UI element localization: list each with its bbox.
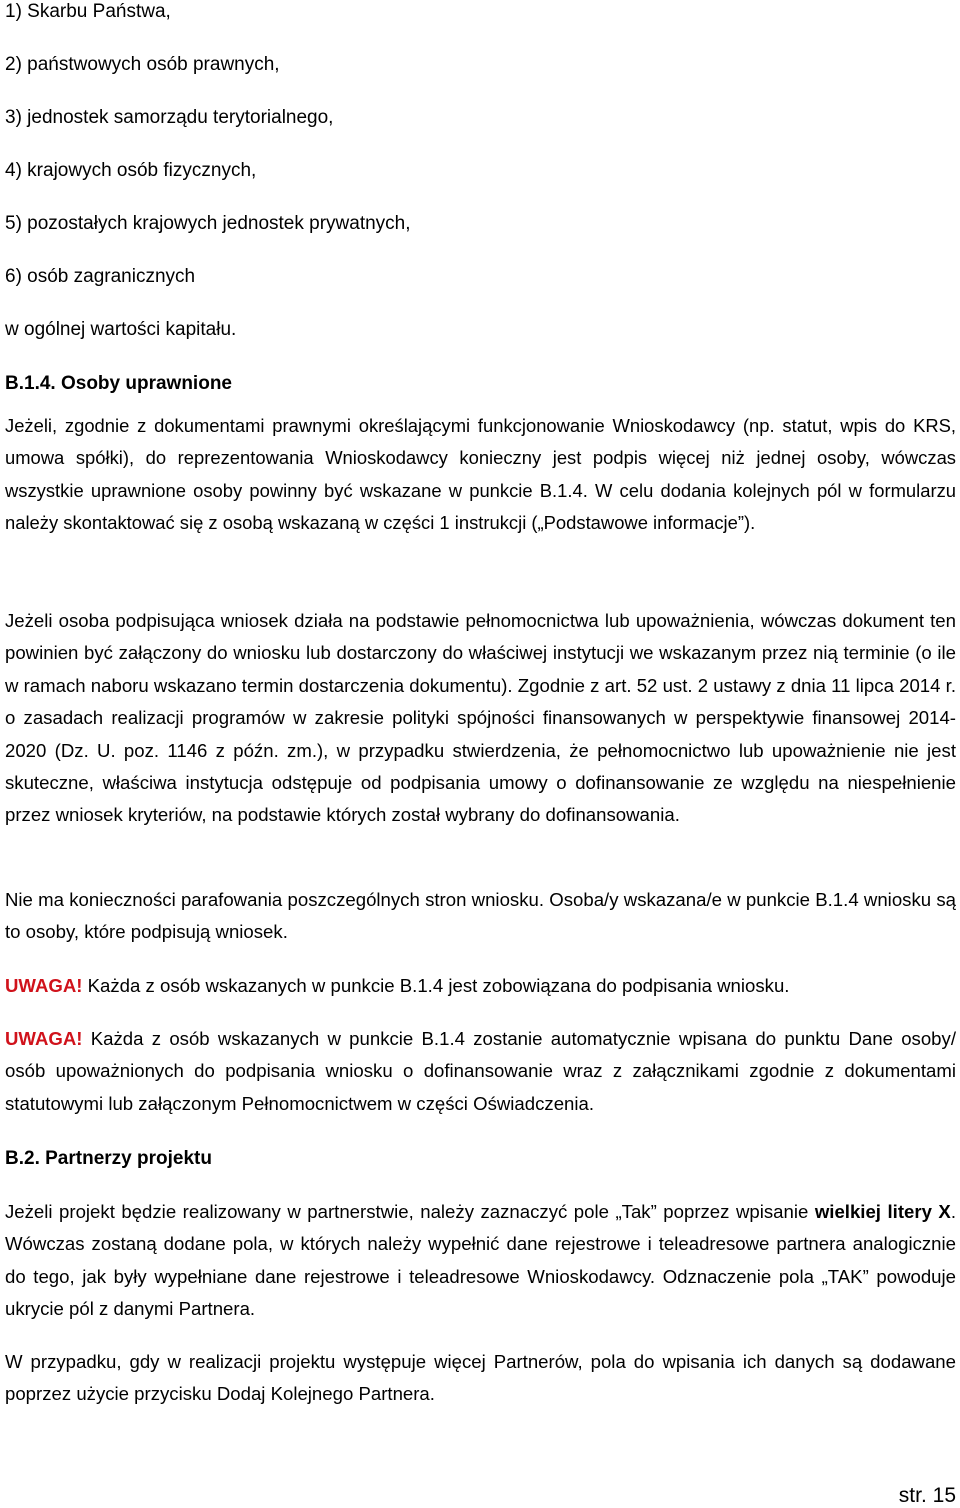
warning-label: UWAGA! <box>5 1028 83 1049</box>
section-heading-b2: B.2. Partnerzy projektu <box>5 1148 212 1169</box>
paragraph-b2-partnership <box>5 1196 956 1326</box>
list-item: 4) krajowych osób fizycznych, <box>5 160 257 181</box>
warning-note-1 <box>5 970 956 1002</box>
paragraph-b14-power-of-attorney: Jeżeli osoba podpisująca wniosek działa na podstawie pełnomocnictwa lub upoważnienia, wówczas dokument ten powinien być załączony do wniosku lub dostarczony do właściwej instytucji we wskazanym przez nią terminie (o ile w ramach naboru wskazano termin dostarczenia dokumentu). Zgodnie z art. 52 ust. 2 ustawy z dnia 11 lipca 2014 r. o zasadach realizacji programów w zakresie polityki spójności finansowanych w perspektywie finansowej 2014-2020 (Dz. U. poz. 1146 z późn. zm.), w przypadku stwierdzenia, że pełnomocnictwo lub upoważnienie nie jest skuteczne, właściwa instytucja odstępuje od podpisania umowy o dofinansowanie ze względu na niespełnienie przez wniosek kryteriów, na podstawie których został wybrany do dofinansowania. <box>5 610 956 826</box>
paragraph-b14-initialing: Nie ma konieczności parafowania poszczególnych stron wniosku. Osoba/y wskazana/e w punkcie B.1.4 wniosku są to osoby, które podpisują wniosek. <box>5 889 956 943</box>
warning-label: UWAGA! <box>5 975 83 996</box>
list-item: 5) pozostałych krajowych jednostek prywatnych, <box>5 213 411 234</box>
warning-text: Każda z osób wskazanych w punkcie B.1.4 zostanie automatycznie wpisana do punktu Dane osoby/ osób upoważnionych do podpisania wniosku o dofinansowanie wraz z załącznikami zgodnie z dokumentami statutowymi lub załączonym Pełnomocnictwem w części Oświadczenia. <box>5 1028 956 1114</box>
paragraph-b2-multiple-partners: W przypadku, gdy w realizacji projektu występuje więcej Partnerów, pola do wpisania ich danych są dodawane poprzez użycie przycisku Dodaj Kolejnego Partnera. <box>5 1351 956 1405</box>
warning-note-2 <box>5 1023 956 1120</box>
list-item: 6) osób zagranicznych <box>5 266 196 287</box>
list-item: 1) Skarbu Państwa, <box>5 1 171 22</box>
list-item: 3) jednostek samorządu terytorialnego, <box>5 107 334 128</box>
list-closing-text: w ogólnej wartości kapitału. <box>5 319 237 340</box>
paragraph-text: Jeżeli projekt będzie realizowany w partnerstwie, należy zaznaczyć pole „Tak” poprzez wpisanie <box>5 1201 815 1222</box>
warning-text: Każda z osób wskazanych w punkcie B.1.4 jest zobowiązana do podpisania wniosku. <box>82 975 790 996</box>
paragraph-b14-representation: Jeżeli, zgodnie z dokumentami prawnymi określającymi funkcjonowanie Wnioskodawcy (np. statut, wpis do KRS, umowa spółki), do reprezentowania Wnioskodawcy konieczny jest podpis więcej niż jednej osoby, wówczas wszystkie uprawnione osoby powinny być wskazane w punkcie B.1.4. W celu dodania kolejnych pól w formularzu należy skontaktować się z osobą wskazaną w części 1 instrukcji („Podstawowe informacje”). <box>5 415 956 534</box>
paragraph-text: . Wówczas zostaną dodane pola, w których należy wypełnić dane rejestrowe i teleadresowe partnera analogicznie do tego, jak były wypełniane dane rejestrowe i teleadresowe Wnioskodawcy. Odznaczenie pola „TAK” powoduje ukrycie pól z danymi Partnera. <box>5 1201 957 1320</box>
section-heading-b14: B.1.4. Osoby uprawnione <box>5 373 232 394</box>
list-item: 2) państwowych osób prawnych, <box>5 54 280 75</box>
bold-phrase: wielkiej litery X <box>814 1201 951 1222</box>
page-number: str. 15 <box>898 1484 956 1507</box>
